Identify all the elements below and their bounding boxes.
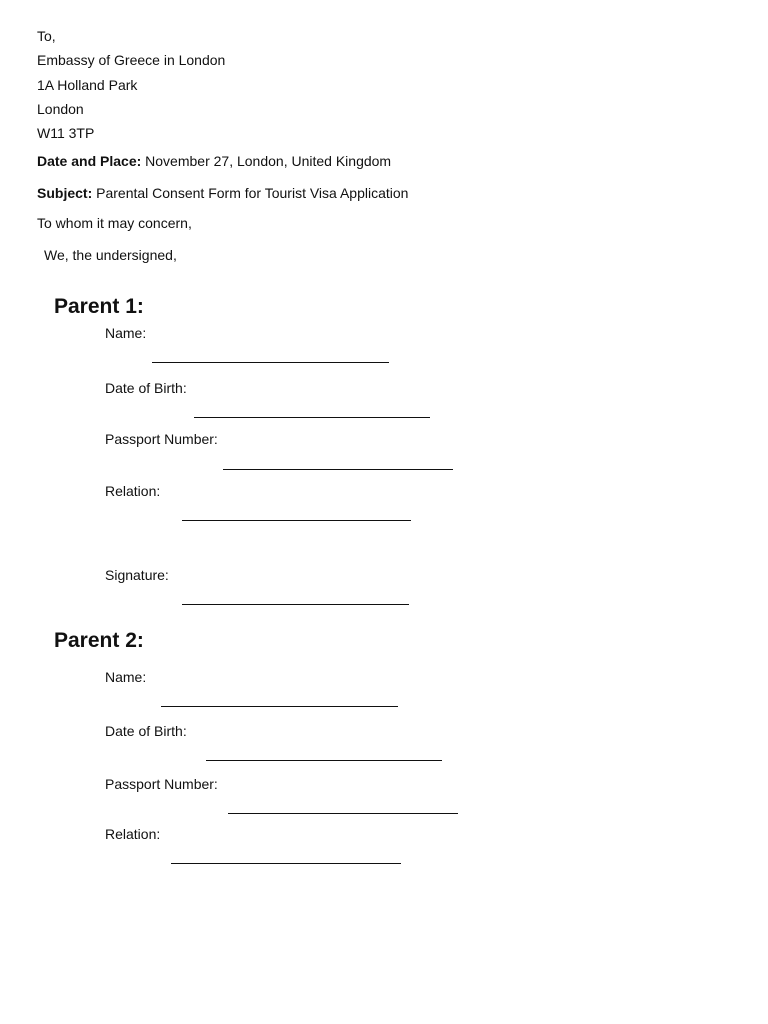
parent1-relation-label: Relation:	[105, 483, 161, 499]
parent1-dob-field[interactable]	[194, 417, 430, 418]
address-salutation: To,	[37, 28, 56, 44]
parent2-name-field[interactable]	[161, 706, 398, 707]
parent2-dob-label: Date of Birth:	[105, 723, 187, 739]
date-place-row	[37, 152, 391, 170]
date-place-label: Date and Place:	[37, 153, 142, 169]
date-place-value: November 27, London, United Kingdom	[145, 153, 392, 169]
intro: We, the undersigned,	[44, 247, 177, 263]
parent1-dob-label: Date of Birth:	[105, 380, 187, 396]
parent1-passport-label: Passport Number:	[105, 431, 218, 447]
parent2-passport-label: Passport Number:	[105, 776, 218, 792]
parent1-passport-field[interactable]	[223, 469, 453, 470]
subject-value: Parental Consent Form for Tourist Visa Application	[96, 185, 409, 201]
subject-label: Subject:	[37, 185, 93, 201]
parent2-dob-field[interactable]	[206, 760, 442, 761]
parent1-name-field[interactable]	[152, 362, 389, 363]
address-line-postcode: W11 3TP	[37, 125, 95, 141]
address-line-embassy: Embassy of Greece in London	[37, 52, 226, 68]
parent1-signature-field[interactable]	[182, 604, 409, 605]
parent2-relation-label: Relation:	[105, 826, 161, 842]
subject-row	[37, 184, 408, 202]
parent1-relation-field[interactable]	[182, 520, 411, 521]
parent1-name-label: Name:	[105, 325, 147, 341]
greeting: To whom it may concern,	[37, 215, 192, 231]
parent2-passport-field[interactable]	[228, 813, 458, 814]
parent1-signature-label: Signature:	[105, 567, 169, 583]
parent2-relation-field[interactable]	[171, 863, 401, 864]
address-line-street: 1A Holland Park	[37, 77, 138, 93]
address-line-city: London	[37, 101, 84, 117]
parent2-name-label: Name:	[105, 669, 147, 685]
parent2-heading: Parent 2:	[54, 629, 144, 652]
parent1-heading: Parent 1:	[54, 295, 144, 318]
